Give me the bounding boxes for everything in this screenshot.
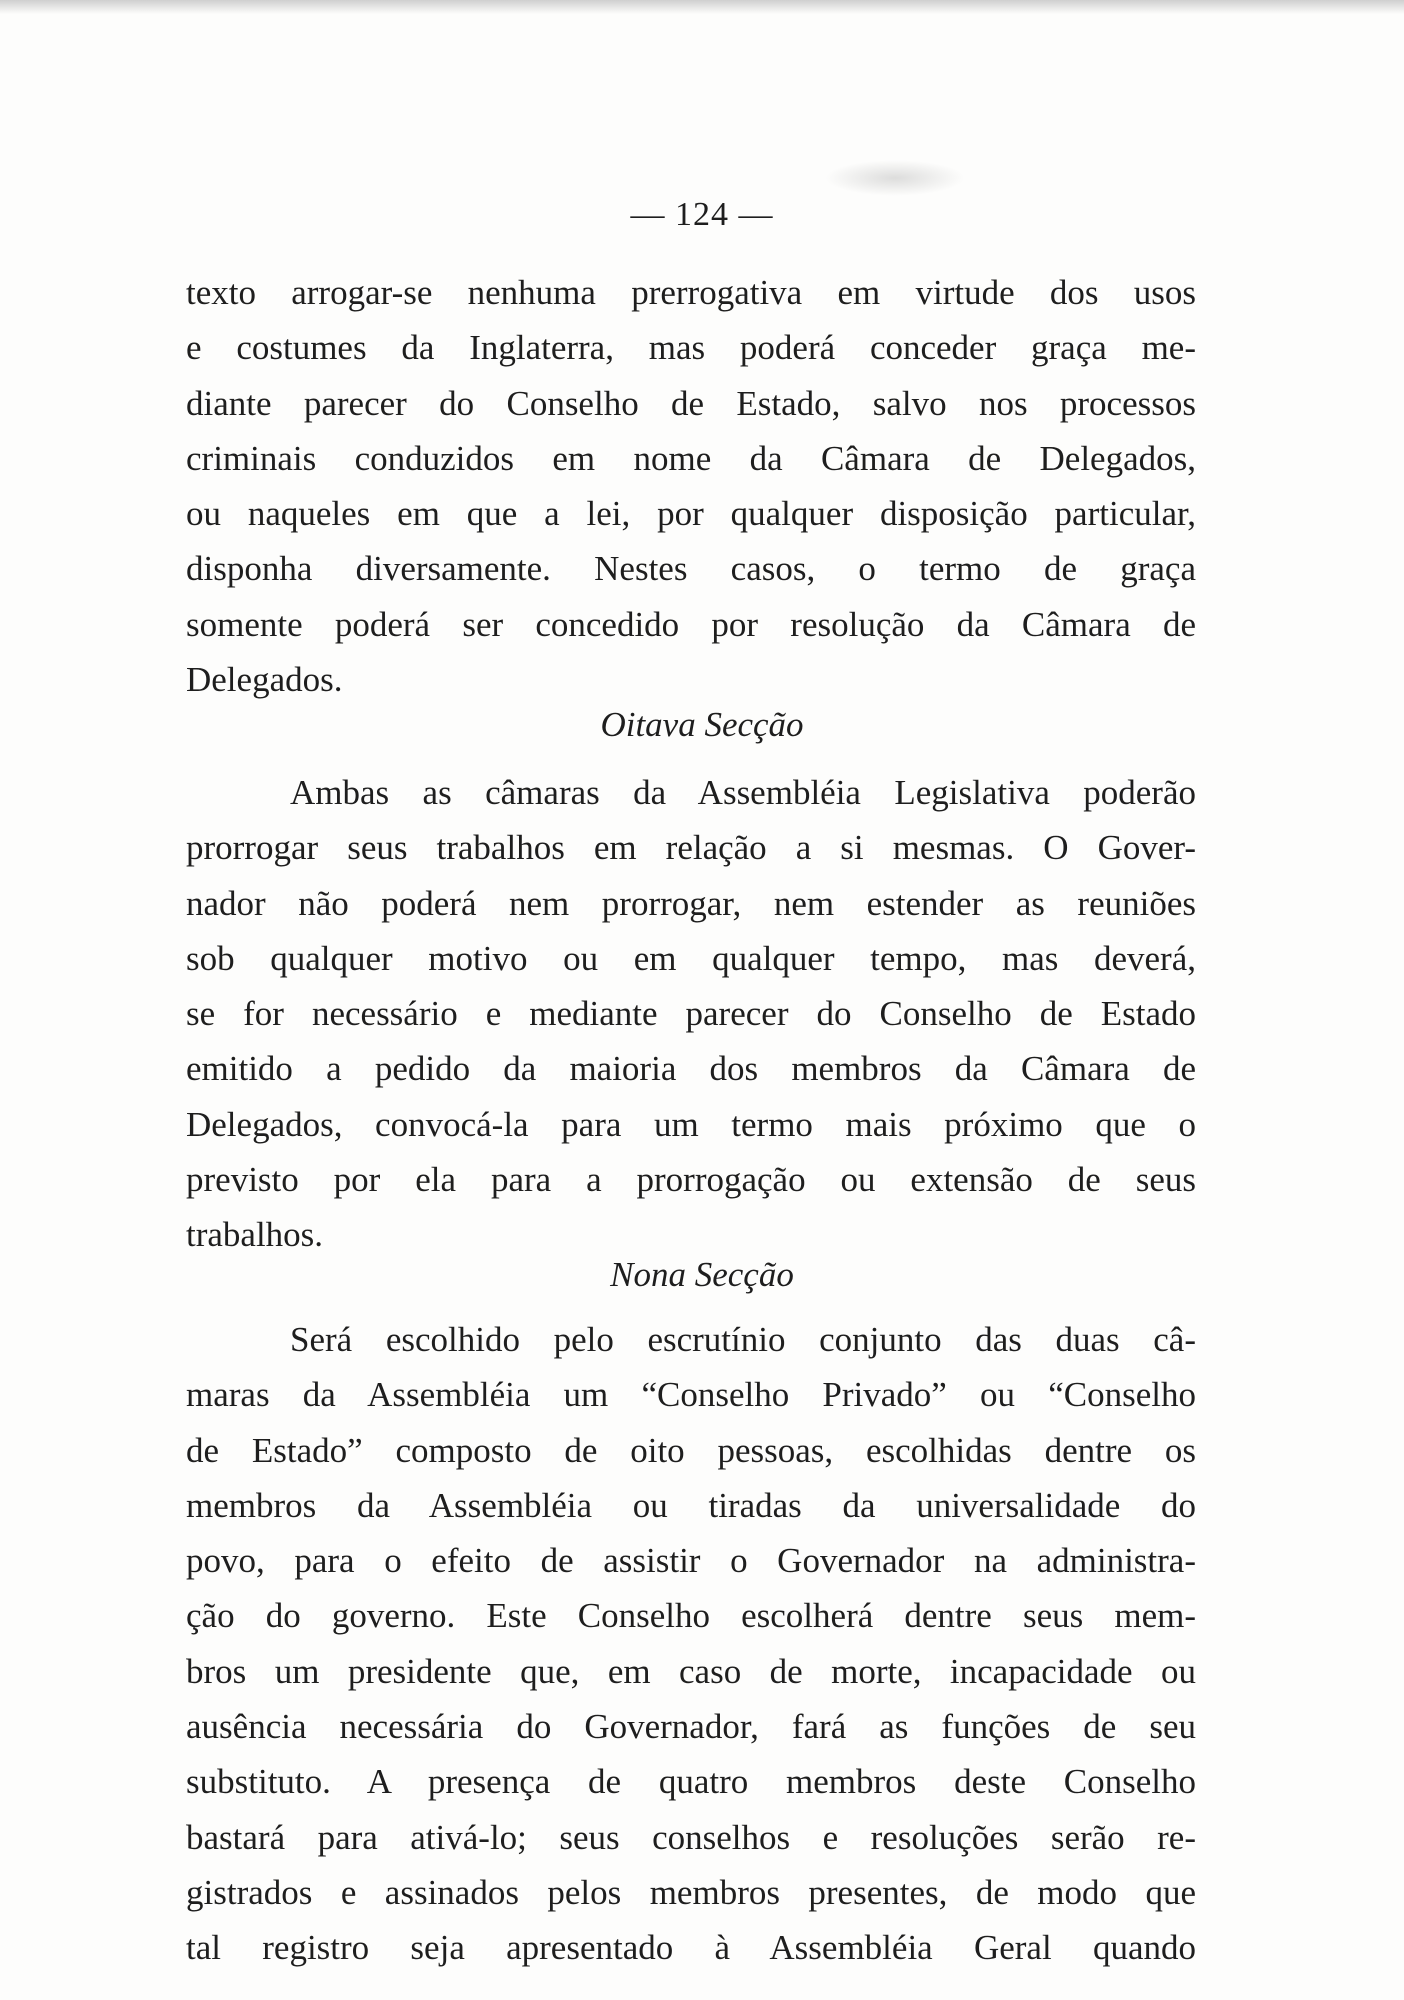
text-line: membros da Assembléia ou tiradas da universalidade do xyxy=(186,1485,1196,1525)
text-line: gistrados e assinados pelos membros presentes, de modo que xyxy=(186,1872,1196,1912)
text-line: povo, para o efeito de assistir o Governador na administra- xyxy=(186,1541,1196,1581)
text-line: tal registro seja apresentado à Assembléia Geral quando xyxy=(186,1928,1196,1968)
text-line: criminais conduzidos em nome da Câmara de Delegados, xyxy=(186,438,1196,478)
scan-smudge xyxy=(825,160,965,196)
text-line: somente poderá ser concedido por resolução da Câmara de xyxy=(186,604,1196,644)
text-line: emitido a pedido da maioria dos membros da Câmara de xyxy=(186,1049,1196,1089)
section-oitava-text xyxy=(186,765,1196,1263)
text-line: ção do governo. Este Conselho escolherá dentre seus mem- xyxy=(186,1596,1196,1636)
section-nona-text xyxy=(186,1312,1196,1976)
text-line: bastará para ativá-lo; seus conselhos e resoluções serão re- xyxy=(186,1817,1196,1857)
text-line: nador não poderá nem prorrogar, nem estender as reuniões xyxy=(186,883,1196,923)
text-line: maras da Assembléia um “Conselho Privado” ou “Conselho xyxy=(186,1375,1196,1415)
text-line: texto arrogar-se nenhuma prerrogativa em virtude dos usos xyxy=(186,273,1196,312)
text-line: prorrogar seus trabalhos em relação a si mesmas. O Gover- xyxy=(186,828,1196,868)
text-line: previsto por ela para a prorrogação ou extensão de seus xyxy=(186,1160,1196,1200)
text-line: ausência necessária do Governador, fará as funções de seu xyxy=(186,1707,1196,1747)
text-line: se for necessário e mediante parecer do Conselho de Estado xyxy=(186,994,1196,1034)
text-line: sob qualquer motivo ou em qualquer tempo, mas deverá, xyxy=(186,938,1196,978)
text-line: Ambas as câmaras da Assembléia Legislativa poderão xyxy=(290,773,1196,812)
section-title-nona: Nona Secção xyxy=(610,1255,794,1294)
paragraph-continuation xyxy=(186,265,1196,707)
text-line: de Estado” composto de oito pessoas, escolhidas dentre os xyxy=(186,1430,1196,1470)
text-line: ou naqueles em que a lei, por qualquer disposição particular, xyxy=(186,494,1196,534)
text-line: Delegados. xyxy=(186,660,343,700)
scan-top-edge xyxy=(0,0,1404,14)
text-line: Será escolhido pelo escrutínio conjunto das duas câ- xyxy=(290,1320,1196,1359)
page-number: — 124 — xyxy=(630,196,774,233)
text-line: Delegados, convocá-la para um termo mais próximo que o xyxy=(186,1104,1196,1144)
section-title-oitava: Oitava Secção xyxy=(600,705,804,744)
text-line: e costumes da Inglaterra, mas poderá conceder graça me- xyxy=(186,328,1196,368)
text-line: diante parecer do Conselho de Estado, salvo nos processos xyxy=(186,383,1196,423)
text-line: trabalhos. xyxy=(186,1215,324,1255)
text-line: bros um presidente que, em caso de morte, incapacidade ou xyxy=(186,1651,1196,1691)
text-line: substituto. A presença de quatro membros deste Conselho xyxy=(186,1762,1196,1802)
text-line: disponha diversamente. Nestes casos, o termo de graça xyxy=(186,549,1196,589)
